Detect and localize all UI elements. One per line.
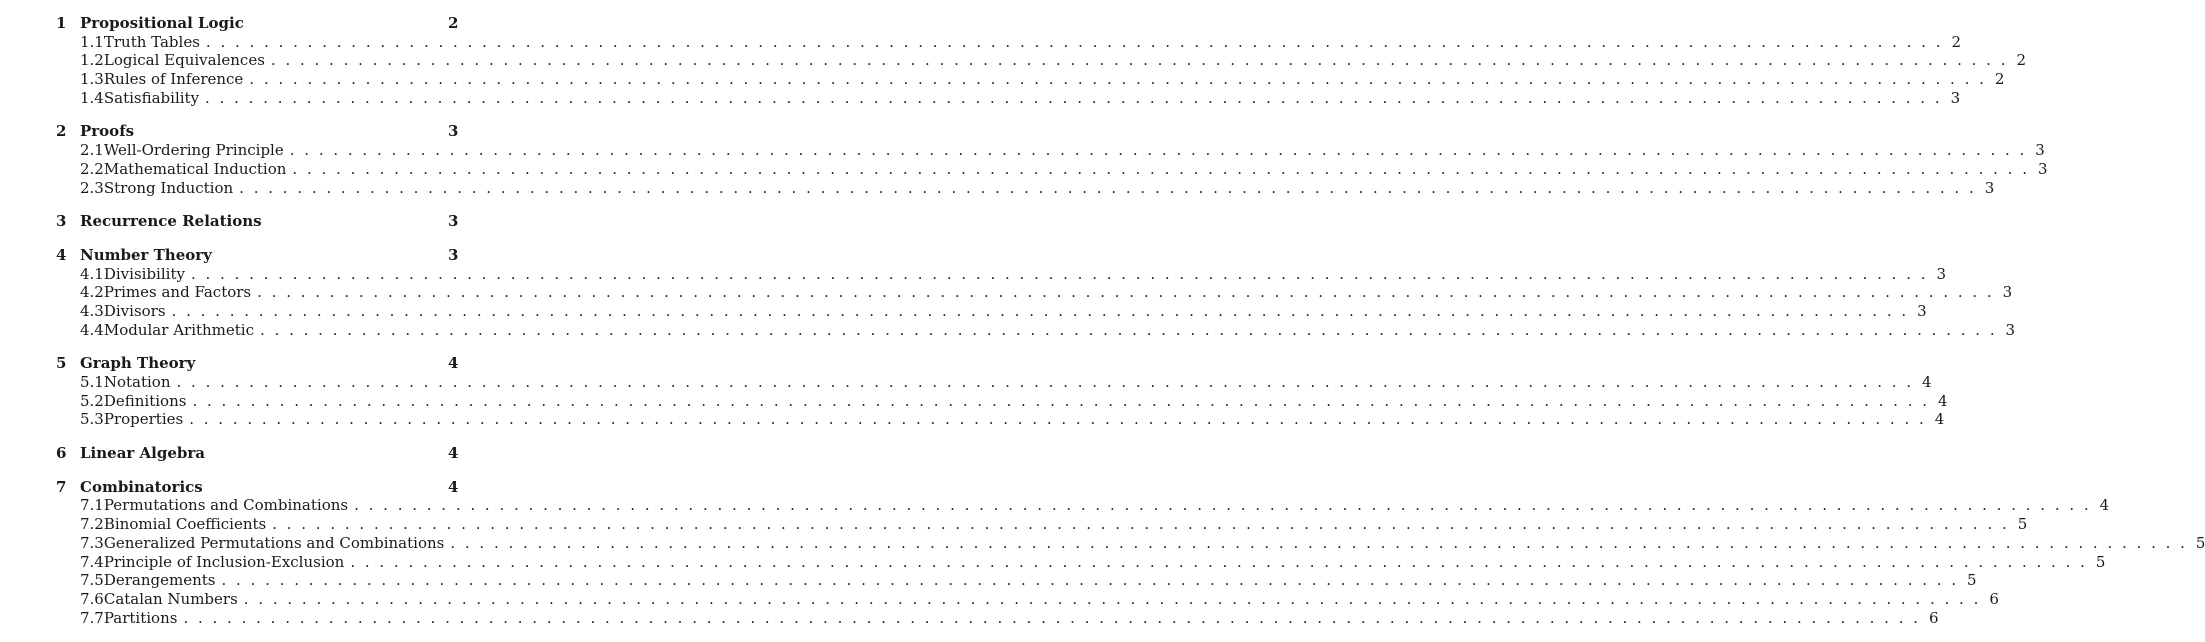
- section-page-number: 4: [448, 477, 459, 496]
- section-number: 7: [56, 477, 67, 496]
- toc-subsection-entry[interactable]: [56, 70, 2005, 89]
- dot-leader: . . . . . . . . . . . . . . . . . . . . . . . . . . . . . . . . . . . . . . . . . . . . . . . . . . . . . . . . . . . . . . . . . . . . . . . . . . . . . . . . . . . . . . . . . . . . . . . . . . . . . . . . . . . . . . . . . . . . . . . .: [243, 589, 1981, 608]
- dot-leader: . . . . . . . . . . . . . . . . . . . . . . . . . . . . . . . . . . . . . . . . . . . . . . . . . . . . . . . . . . . . . . . . . . . . . . . . . . . . . . . . . . . . . . . . . . . . . . . . . . . . . . . . . . . . . . . . . . . . . . . .: [205, 32, 1943, 51]
- subsection-page-number: 2: [1951, 32, 1961, 51]
- section-number: 1: [56, 14, 67, 32]
- toc-subsection-entry[interactable]: [56, 552, 2106, 572]
- subsection-title: Generalized Permutations and Combinations: [103, 533, 445, 552]
- dot-leader: . . . . . . . . . . . . . . . . . . . . . . . . . . . . . . . . . . . . . . . . . . . . . . . . . . . . . . . . . . . . . . . . . . . . . . . . . . . . . . . . . . . . . . . . . . . . . . . . . . . . . . . . . . . . . . . . . . . . . . . .: [192, 391, 1930, 410]
- subsection-title: Satisfiability: [103, 88, 200, 107]
- subsection-page-number: 3: [2002, 283, 2013, 302]
- toc-section: [56, 122, 2048, 197]
- section-number: 6: [56, 444, 67, 463]
- subsection-page-number: 4: [1922, 373, 1932, 391]
- dot-leader: . . . . . . . . . . . . . . . . . . . . . . . . . . . . . . . . . . . . . . . . . . . . . . . . . . . . . . . . . . . . . . . . . . . . . . . . . . . . . . . . . . . . . . . . . . . . . . . . . . . . . . . . . . . . . . . . . . . . . . . .: [292, 159, 2030, 178]
- subsection-page-number: 6: [1989, 589, 1999, 608]
- section-number: 3: [56, 212, 67, 231]
- subsection-title: Well-Ordering Principle: [103, 141, 284, 160]
- subsection-number: 7.5: [80, 571, 104, 590]
- dot-leader: . . . . . . . . . . . . . . . . . . . . . . . . . . . . . . . . . . . . . . . . . . . . . . . . . . . . . . . . . . . . . . . . . . . . . . . . . . . . . . . . . . . . . . . . . . . . . . . . . . . . . . . . . . . . . . . . . . . . . . . .: [171, 301, 1909, 320]
- subsection-number: 2.2: [80, 159, 104, 178]
- dot-leader: . . . . . . . . . . . . . . . . . . . . . . . . . . . . . . . . . . . . . . . . . . . . . . . . . . . . . . . . . . . . . . . . . . . . . . . . . . . . . . . . . . . . . . . . . . . . . . . . . . . . . . . . . . . . . . . . . . . . . . . .: [260, 320, 1998, 339]
- subsection-page-number: 3: [1936, 264, 1947, 283]
- subsection-number: 7.3: [80, 533, 104, 552]
- subsection-title: Strong Induction: [103, 178, 234, 197]
- subsection-page-number: 3: [2037, 159, 2048, 178]
- toc-section-entry[interactable]: [56, 212, 458, 231]
- subsection-title: Divisibility: [103, 264, 185, 283]
- subsection-page-number: 4: [2099, 496, 2110, 515]
- subsection-title: Truth Tables: [103, 32, 200, 51]
- subsection-title: Modular Arithmetic: [103, 320, 255, 339]
- dot-leader: . . . . . . . . . . . . . . . . . . . . . . . . . . . . . . . . . . . . . . . . . . . . . . . . . . . . . . . . . . . . . . . . . . . . . . . . . . . . . . . . . . . . . . . . . . . . . . . . . . . . . . . . . . . . . . . . . . . . . . . .: [350, 552, 2088, 571]
- subsection-number: 4.1: [80, 264, 104, 283]
- toc-section: [56, 212, 458, 231]
- section-number: 2: [56, 122, 67, 141]
- subsection-page-number: 3: [1950, 88, 1961, 107]
- subsection-page-number: 4: [1934, 410, 1945, 429]
- section-title: Recurrence Relations: [80, 212, 262, 231]
- section-page-number: 4: [448, 354, 459, 373]
- subsection-number: 7.2: [80, 515, 104, 534]
- dot-leader: . . . . . . . . . . . . . . . . . . . . . . . . . . . . . . . . . . . . . . . . . . . . . . . . . . . . . . . . . . . . . . . . . . . . . . . . . . . . . . . . . . . . . . . . . . . . . . . . . . . . . . . . . . . . . . . . . . . . . . . .: [190, 264, 1929, 283]
- toc-subsection-entry[interactable]: [56, 88, 1961, 108]
- toc-subsection-entry[interactable]: [56, 159, 2048, 179]
- subsection-page-number: 4: [1937, 391, 1948, 410]
- section-page-number: 3: [448, 212, 459, 231]
- toc-subsection-entry[interactable]: [56, 571, 1977, 590]
- toc-subsection-entry[interactable]: [56, 410, 1945, 429]
- dot-leader: . . . . . . . . . . . . . . . . . . . . . . . . . . . . . . . . . . . . . . . . . . . . . . . . . . . . . . . . . . . . . . . . . . . . . . . . . . . . . . . . . . . . . . . . . . . . . . . . . . . . . . . . . . . . . . . . . . . . . . . .: [257, 283, 1995, 302]
- subsection-number: 5.3: [80, 410, 104, 429]
- toc-section-entry[interactable]: [56, 354, 458, 373]
- toc-section: [56, 245, 2016, 339]
- section-title: Combinatorics: [80, 477, 203, 496]
- subsection-page-number: 3: [1917, 301, 1927, 320]
- toc-subsection-entry[interactable]: [56, 589, 1999, 609]
- subsection-number: 1.2: [80, 51, 104, 70]
- toc-subsection-entry[interactable]: [56, 32, 1961, 52]
- toc-subsection-entry[interactable]: [56, 391, 1948, 411]
- subsection-title: Divisors: [103, 301, 166, 320]
- toc-section-entry[interactable]: [56, 444, 458, 463]
- dot-leader: . . . . . . . . . . . . . . . . . . . . . . . . . . . . . . . . . . . . . . . . . . . . . . . . . . . . . . . . . . . . . . . . . . . . . . . . . . . . . . . . . . . . . . . . . . . . . . . . . . . . . . . . . . . . . . . . . . . . . . . .: [249, 70, 1987, 89]
- subsection-number: 2.1: [80, 141, 104, 160]
- subsection-number: 4.3: [80, 301, 104, 320]
- subsection-number: 7.1: [80, 496, 104, 515]
- toc-subsection-entry[interactable]: [56, 320, 2016, 340]
- subsection-page-number: 6: [1928, 608, 1939, 627]
- section-page-number: 3: [448, 122, 459, 141]
- section-page-number: 3: [448, 245, 459, 264]
- toc-section: [56, 354, 1948, 429]
- toc-subsection-entry[interactable]: [56, 301, 1927, 321]
- dot-leader: . . . . . . . . . . . . . . . . . . . . . . . . . . . . . . . . . . . . . . . . . . . . . . . . . . . . . . . . . . . . . . . . . . . . . . . . . . . . . . . . . . . . . . . . . . . . . . . . . . . . . . . . . . . . . . . . . . . . . . . .: [270, 51, 2008, 70]
- subsection-title: Mathematical Induction: [103, 159, 287, 178]
- subsection-number: 1.3: [80, 70, 104, 89]
- section-title: Linear Algebra: [80, 444, 206, 463]
- subsection-title: Notation: [103, 373, 171, 391]
- dot-leader: . . . . . . . . . . . . . . . . . . . . . . . . . . . . . . . . . . . . . . . . . . . . . . . . . . . . . . . . . . . . . . . . . . . . . . . . . . . . . . . . . . . . . . . . . . . . . . . . . . . . . . . . . . . . . . . . . . . . . . . .: [450, 533, 2188, 552]
- toc-section: [56, 14, 2026, 107]
- section-title: Graph Theory: [80, 354, 196, 373]
- subsection-title: Binomial Coefficients: [103, 515, 267, 534]
- subsection-page-number: 5: [1967, 571, 1977, 590]
- toc-section-entry[interactable]: [56, 122, 458, 141]
- toc-subsection-entry[interactable]: [56, 533, 2205, 553]
- toc-section-entry[interactable]: [56, 478, 458, 497]
- section-title: Number Theory: [80, 245, 212, 264]
- subsection-title: Catalan Numbers: [103, 589, 238, 608]
- subsection-title: Permutations and Combinations: [103, 496, 349, 515]
- section-page-number: 4: [448, 444, 459, 463]
- subsection-number: 5.2: [80, 391, 104, 410]
- section-page-number: 2: [448, 14, 459, 32]
- toc-subsection-entry[interactable]: [56, 141, 2045, 160]
- dot-leader: . . . . . . . . . . . . . . . . . . . . . . . . . . . . . . . . . . . . . . . . . . . . . . . . . . . . . . . . . . . . . . . . . . . . . . . . . . . . . . . . . . . . . . . . . . . . . . . . . . . . . . . . . . . . . . . . . . . . . . . .: [272, 515, 2010, 534]
- subsection-page-number: 5: [2095, 552, 2106, 571]
- subsection-title: Partitions: [103, 608, 178, 627]
- subsection-number: 7.6: [80, 589, 104, 608]
- section-title: Proofs: [80, 122, 135, 141]
- subsection-number: 1.4: [80, 88, 104, 107]
- subsection-page-number: 5: [2195, 533, 2205, 552]
- subsection-page-number: 3: [1984, 178, 1995, 197]
- toc-subsection-entry[interactable]: [56, 51, 2026, 70]
- subsection-title: Principle of Inclusion-Exclusion: [103, 552, 345, 571]
- toc-subsection-entry[interactable]: [56, 496, 2110, 515]
- subsection-number: 4.2: [80, 283, 104, 302]
- section-number: 4: [56, 245, 67, 264]
- toc-subsection-entry[interactable]: [56, 178, 1995, 198]
- toc-subsection-entry[interactable]: [56, 515, 2028, 534]
- subsection-number: 5.1: [80, 373, 104, 391]
- subsection-number: 1.1: [80, 32, 104, 51]
- subsection-page-number: 3: [2035, 141, 2045, 160]
- toc-subsection-entry[interactable]: [56, 283, 2013, 302]
- subsection-page-number: 3: [2005, 320, 2016, 339]
- toc-section: [56, 444, 458, 463]
- toc-subsection-entry[interactable]: [56, 608, 1939, 628]
- section-title: Propositional Logic: [80, 14, 244, 32]
- dot-leader: . . . . . . . . . . . . . . . . . . . . . . . . . . . . . . . . . . . . . . . . . . . . . . . . . . . . . . . . . . . . . . . . . . . . . . . . . . . . . . . . . . . . . . . . . . . . . . . . . . . . . . . . . . . . . . . . . . . . . . . .: [176, 373, 1914, 391]
- subsection-title: Definitions: [103, 391, 187, 410]
- toc-subsection-entry[interactable]: [56, 264, 1947, 284]
- subsection-number: 7.7: [80, 608, 104, 627]
- toc-section: [56, 477, 2205, 628]
- dot-leader: . . . . . . . . . . . . . . . . . . . . . . . . . . . . . . . . . . . . . . . . . . . . . . . . . . . . . . . . . . . . . . . . . . . . . . . . . . . . . . . . . . . . . . . . . . . . . . . . . . . . . . . . . . . . . . . . . . . . . . . .: [289, 141, 2027, 160]
- subsection-number: 7.4: [80, 552, 104, 571]
- subsection-title: Primes and Factors: [103, 283, 252, 302]
- dot-leader: . . . . . . . . . . . . . . . . . . . . . . . . . . . . . . . . . . . . . . . . . . . . . . . . . . . . . . . . . . . . . . . . . . . . . . . . . . . . . . . . . . . . . . . . . . . . . . . . . . . . . . . . . . . . . . . . . . . . . . . .: [354, 496, 2092, 515]
- dot-leader: . . . . . . . . . . . . . . . . . . . . . . . . . . . . . . . . . . . . . . . . . . . . . . . . . . . . . . . . . . . . . . . . . . . . . . . . . . . . . . . . . . . . . . . . . . . . . . . . . . . . . . . . . . . . . . . . . . . . . . . .: [189, 410, 1927, 429]
- subsection-page-number: 2: [2016, 51, 2026, 70]
- subsection-number: 4.4: [80, 320, 104, 339]
- dot-leader: . . . . . . . . . . . . . . . . . . . . . . . . . . . . . . . . . . . . . . . . . . . . . . . . . . . . . . . . . . . . . . . . . . . . . . . . . . . . . . . . . . . . . . . . . . . . . . . . . . . . . . . . . . . . . . . . . . . . . . . .: [239, 178, 1977, 197]
- subsection-title: Logical Equivalences: [103, 51, 265, 70]
- subsection-number: 2.3: [80, 178, 104, 197]
- dot-leader: . . . . . . . . . . . . . . . . . . . . . . . . . . . . . . . . . . . . . . . . . . . . . . . . . . . . . . . . . . . . . . . . . . . . . . . . . . . . . . . . . . . . . . . . . . . . . . . . . . . . . . . . . . . . . . . . . . . . . . . .: [205, 88, 1943, 107]
- subsection-page-number: 5: [2017, 515, 2028, 534]
- dot-leader: . . . . . . . . . . . . . . . . . . . . . . . . . . . . . . . . . . . . . . . . . . . . . . . . . . . . . . . . . . . . . . . . . . . . . . . . . . . . . . . . . . . . . . . . . . . . . . . . . . . . . . . . . . . . . . . . . . . . . . . .: [183, 608, 1921, 627]
- dot-leader: . . . . . . . . . . . . . . . . . . . . . . . . . . . . . . . . . . . . . . . . . . . . . . . . . . . . . . . . . . . . . . . . . . . . . . . . . . . . . . . . . . . . . . . . . . . . . . . . . . . . . . . . . . . . . . . . . . . . . . . .: [221, 571, 1959, 590]
- subsection-title: Derangements: [103, 571, 216, 590]
- toc-subsection-entry[interactable]: [56, 373, 1932, 392]
- subsection-title: Properties: [103, 410, 184, 429]
- toc-section-entry[interactable]: [56, 14, 458, 33]
- table-of-contents: [56, 14, 2205, 642]
- subsection-title: Rules of Inference: [103, 70, 244, 89]
- subsection-page-number: 2: [1994, 70, 2005, 89]
- section-number: 5: [56, 354, 67, 373]
- toc-section-entry[interactable]: [56, 246, 458, 265]
